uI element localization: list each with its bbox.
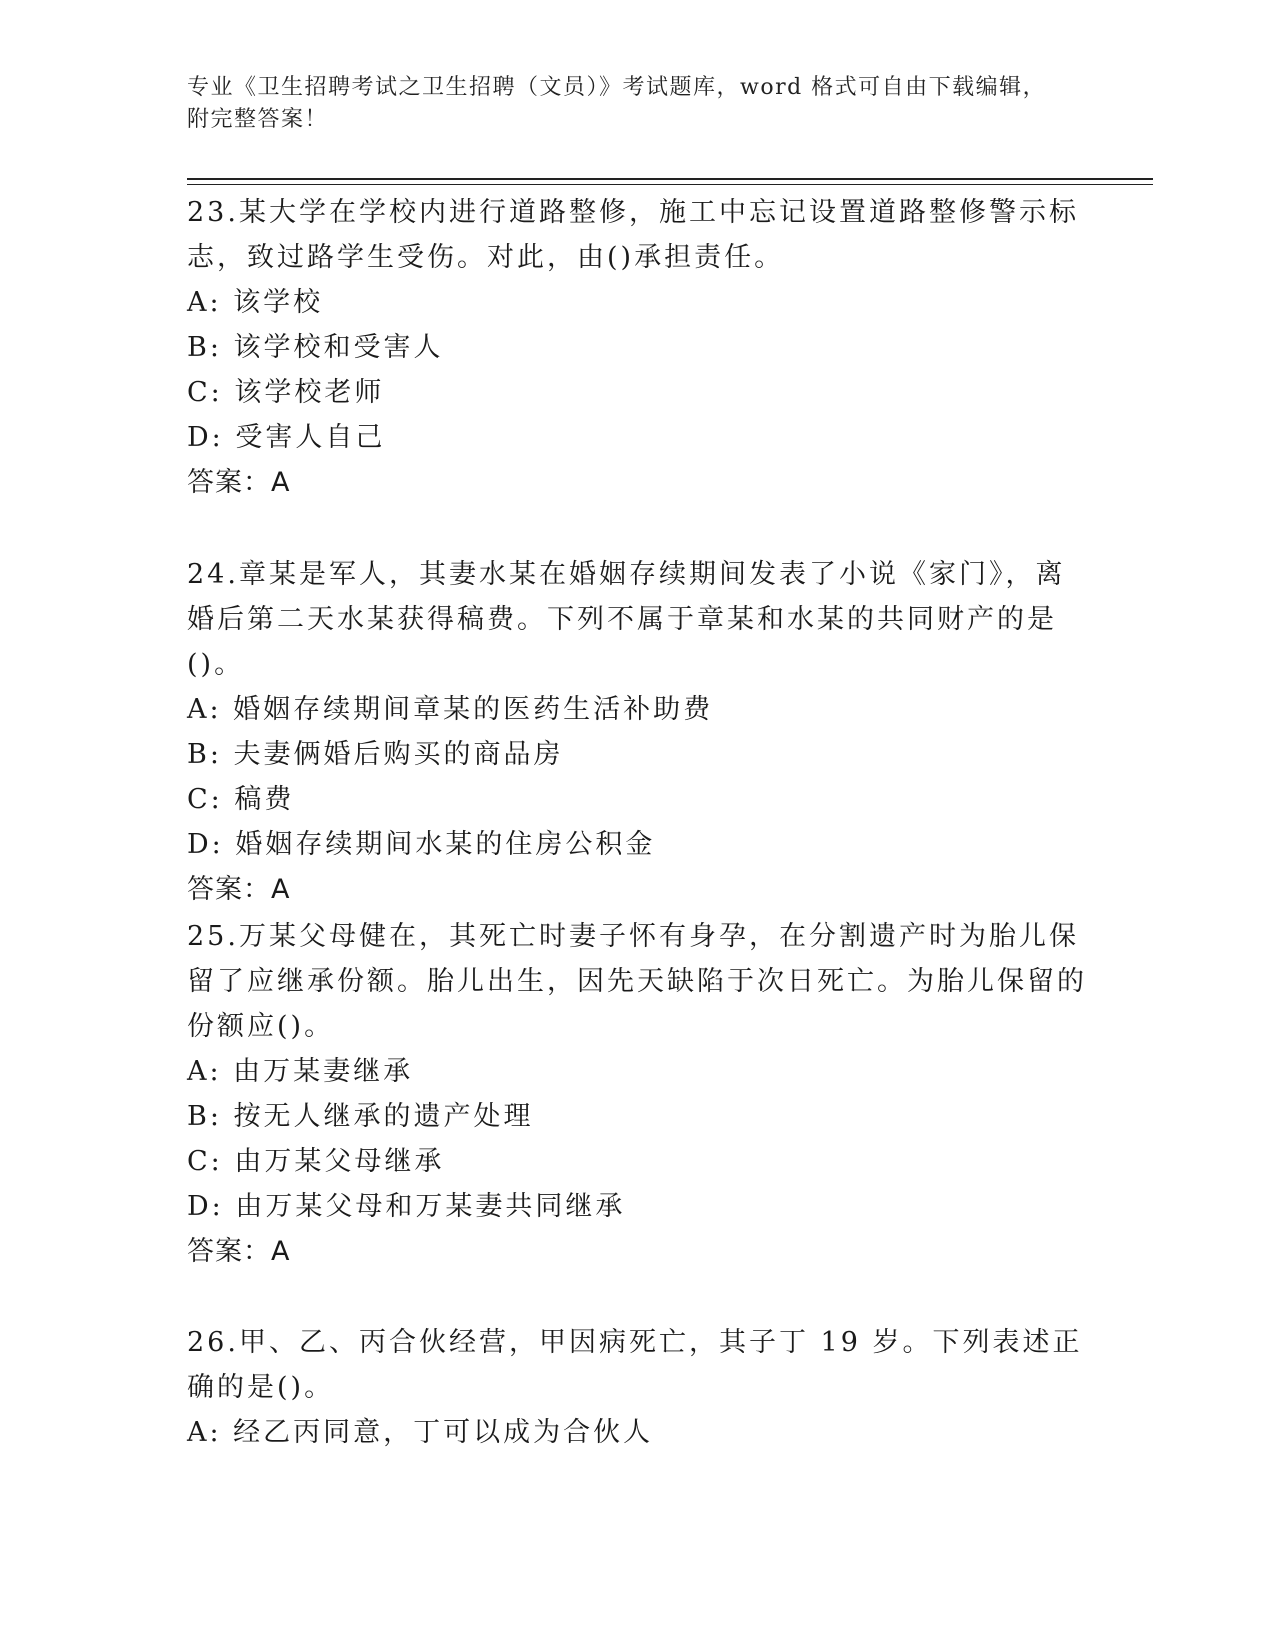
header-divider-thick	[187, 178, 1153, 180]
header-divider-thin	[187, 184, 1153, 185]
option-c: C: 该学校老师	[187, 377, 385, 408]
option-c: C: 由万某父母继承	[187, 1146, 445, 1177]
option-a: A: 婚姻存续期间章某的医药生活补助费	[187, 694, 714, 725]
option-a: A: 由万某妻继承	[187, 1056, 414, 1087]
question-24	[187, 552, 1087, 912]
option-a: A: 该学校	[187, 287, 324, 318]
question-stem: 23.某大学在学校内进行道路整修，施工中忘记设置道路整修警示标志，致过路学生受伤。对此，由()承担责任。	[187, 197, 1079, 273]
answer: 答案：A	[187, 1236, 291, 1267]
option-d: D: 婚姻存续期间水某的住房公积金	[187, 829, 656, 860]
question-stem: 26.甲、乙、丙合伙经营，甲因病死亡，其子丁 19 岁。下列表述正确的是()。	[187, 1327, 1083, 1403]
question-26	[187, 1320, 1087, 1455]
document-header: 专业《卫生招聘考试之卫生招聘（文员）》考试题库，word 格式可自由下载编辑，附完整答案！	[187, 75, 1047, 132]
option-a: A: 经乙丙同意，丁可以成为合伙人	[187, 1417, 654, 1448]
question-25	[187, 914, 1087, 1274]
answer: 答案：A	[187, 467, 291, 498]
option-b: B: 夫妻俩婚后购买的商品房	[187, 739, 564, 770]
answer: 答案：A	[187, 874, 291, 905]
question-23	[187, 190, 1087, 505]
option-d: D: 由万某父母和万某妻共同继承	[187, 1191, 626, 1222]
option-c: C: 稿费	[187, 784, 295, 815]
option-d: D: 受害人自己	[187, 422, 386, 453]
option-b: B: 该学校和受害人	[187, 332, 444, 363]
question-stem: 24.章某是军人，其妻水某在婚姻存续期间发表了小说《家门》，离婚后第二天水某获得稿费。下列不属于章某和水某的共同财产的是()。	[187, 559, 1066, 680]
option-b: B: 按无人继承的遗产处理	[187, 1101, 534, 1132]
question-stem: 25.万某父母健在，其死亡时妻子怀有身孕，在分割遗产时为胎儿保留了应继承份额。胎儿出生，因先天缺陷于次日死亡。为胎儿保留的份额应()。	[187, 921, 1087, 1042]
